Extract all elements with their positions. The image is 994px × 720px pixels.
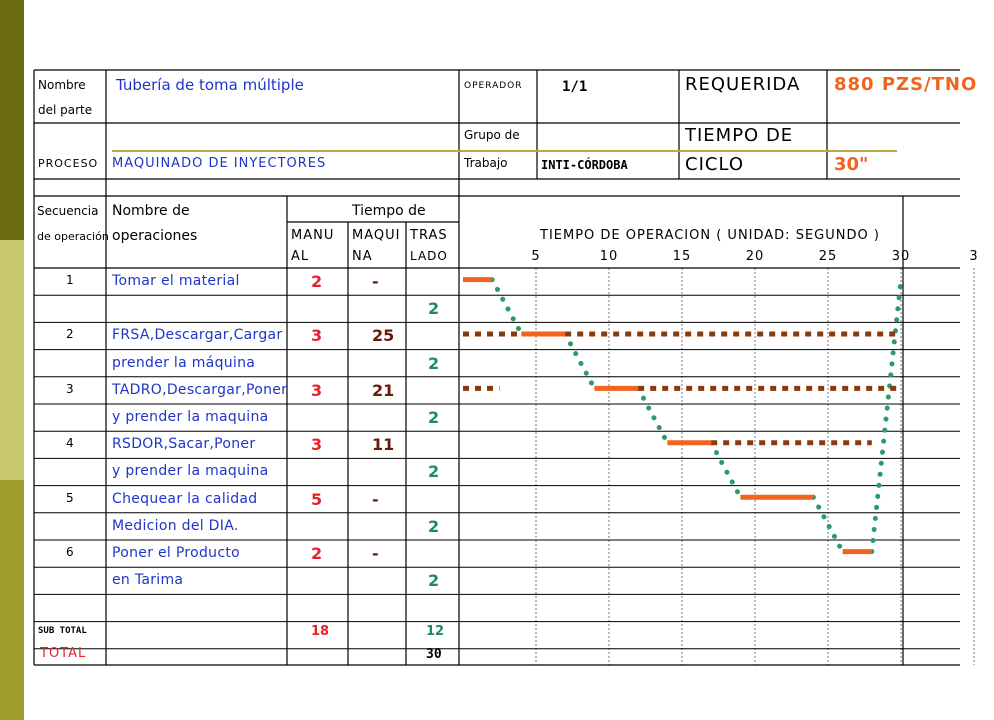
row-manual-time: 2	[311, 544, 323, 563]
cycle-time-label-1: TIEMPO DE	[685, 125, 794, 146]
tick-label-10: 10	[599, 249, 619, 264]
work-group-value: INTI-CÓRDOBA	[541, 158, 628, 172]
walk-segment	[872, 280, 901, 552]
sequence-header-2: de operación	[37, 230, 109, 243]
machine-header-2: NA	[352, 249, 373, 264]
row-sequence: 3	[66, 381, 74, 396]
time-header: Tiempo de	[352, 203, 426, 219]
part-name-value: Tubería de toma múltiple	[116, 76, 304, 94]
row-manual-time: 3	[311, 380, 323, 400]
required-label: REQUERIDA	[685, 74, 801, 95]
row-operation-name: TADRO,Descargar,Poner	[112, 381, 288, 398]
tick-label-5: 5	[531, 249, 541, 264]
row-manual-time: 3	[311, 326, 323, 346]
row-sequence: 6	[66, 545, 74, 559]
row-sequence: 2	[66, 327, 74, 342]
row-transfer-time: 2	[428, 516, 440, 536]
operation-name-header-2: operaciones	[112, 228, 198, 244]
row-sequence: 1	[66, 273, 74, 287]
row-transfer-time: 2	[428, 462, 440, 482]
row-sequence: 4	[66, 436, 74, 451]
row-operation-name: Tomar el material	[112, 273, 240, 289]
cycle-time-label-2: CICLO	[685, 154, 744, 175]
row-operation-name: en Tarima	[112, 572, 184, 589]
row-operation-name: Poner el Producto	[112, 545, 240, 561]
chart-title: TIEMPO DE OPERACION ( UNIDAD: SEGUNDO )	[540, 228, 880, 243]
work-group-label-2: Trabajo	[464, 156, 508, 170]
row-operation-name: y prender la maquina	[112, 409, 269, 425]
machine-header-1: MAQUI	[352, 228, 401, 243]
row-transfer-time: 2	[428, 571, 440, 591]
operator-value: 1/1	[562, 79, 588, 95]
row-operation-name: prender la máquina	[112, 354, 256, 371]
row-machine-time: 25	[372, 326, 395, 346]
part-name-label-2: del parte	[38, 103, 93, 117]
row-operation-name: Chequear la calidad	[112, 490, 258, 507]
row-manual-time: 3	[311, 435, 323, 455]
row-operation-name: Medicion del DIA.	[112, 517, 239, 534]
row-transfer-time: 2	[428, 408, 440, 427]
walk-segment	[638, 388, 667, 442]
operation-name-header-1: Nombre de	[112, 203, 190, 219]
transfer-header-2: LADO	[410, 249, 448, 263]
walk-segment	[711, 443, 740, 497]
row-machine-time: 21	[372, 380, 395, 400]
row-machine-time: -	[372, 544, 379, 563]
row-operation-name: FRSA,Descargar,Cargar	[112, 327, 283, 344]
total-value: 30	[426, 647, 442, 662]
row-machine-time: -	[372, 272, 379, 291]
row-machine-time: 11	[372, 435, 395, 455]
sequence-header-1: Secuencia	[37, 204, 99, 218]
tick-label-25: 25	[818, 249, 838, 264]
required-value: 880 PZS/TNO	[834, 74, 978, 95]
row-sequence: 5	[66, 490, 74, 505]
tick-label-15: 15	[672, 249, 692, 264]
divider-line	[112, 150, 897, 152]
walk-segment	[492, 280, 521, 334]
tick-label-35: 3	[969, 249, 979, 264]
row-operation-name: RSDOR,Sacar,Poner	[112, 436, 256, 453]
subtotal-transfer: 12	[426, 624, 445, 639]
row-manual-time: 2	[311, 272, 323, 291]
time-gridlines	[536, 268, 974, 665]
process-label: PROCESO	[38, 157, 99, 170]
tick-label-30: 30	[891, 249, 911, 264]
process-value: MAQUINADO DE INYECTORES	[112, 156, 327, 171]
operator-label: OPERADOR	[464, 81, 523, 91]
row-transfer-time: 2	[428, 299, 440, 319]
row-operation-name: y prender la maquina	[112, 463, 269, 480]
tick-label-20: 20	[745, 249, 765, 264]
manual-header-2: AL	[291, 249, 310, 264]
manual-header-1: MANU	[291, 228, 335, 243]
cycle-time-value: 30"	[834, 154, 869, 175]
subtotal-label: SUB TOTAL	[38, 626, 87, 636]
work-group-label-1: Grupo de	[464, 128, 520, 142]
row-transfer-time: 2	[428, 353, 440, 373]
manual-segments	[463, 280, 872, 552]
subtotal-manual: 18	[311, 624, 330, 639]
transfer-header-1: TRAS	[410, 228, 448, 243]
row-machine-time: -	[372, 489, 379, 509]
total-label: TOTAL	[40, 646, 87, 661]
walk-path	[492, 280, 901, 552]
row-manual-time: 5	[311, 489, 323, 509]
walk-segment	[565, 334, 594, 388]
part-name-label-1: Nombre	[38, 78, 86, 92]
